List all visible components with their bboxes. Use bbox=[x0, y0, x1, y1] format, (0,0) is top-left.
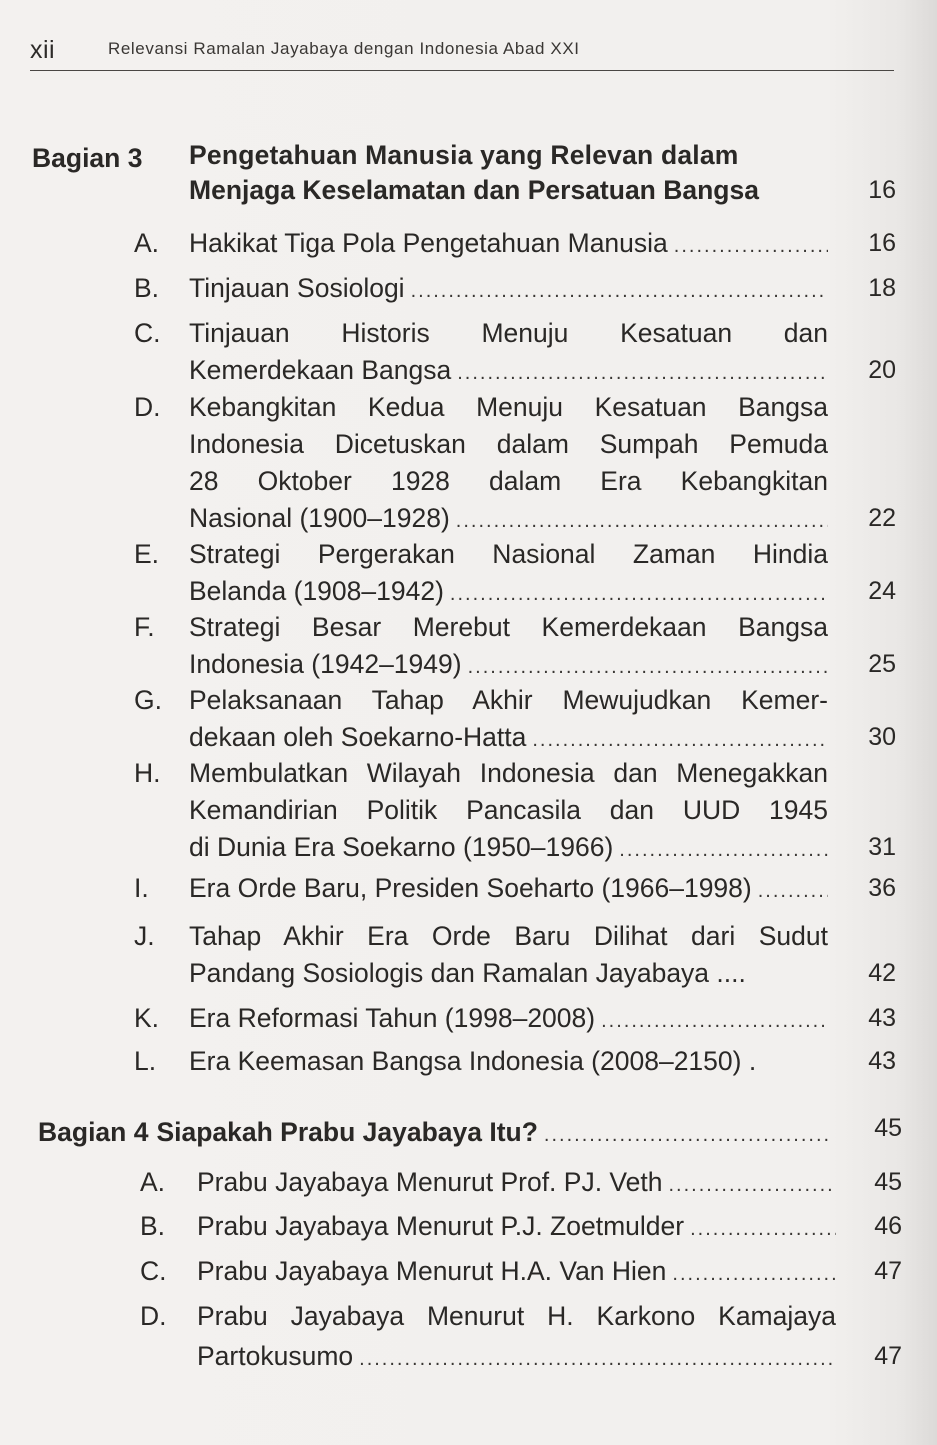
entry-letter: F. bbox=[134, 612, 155, 642]
entry-last-line bbox=[189, 1043, 828, 1079]
leader-dots bbox=[668, 1167, 836, 1203]
entry-last-line bbox=[189, 829, 828, 865]
entry-last-line bbox=[197, 1338, 836, 1374]
entry-text-line: Indonesia Dicetuskan dalam Sumpah Pemuda bbox=[189, 429, 828, 459]
entry-last-line bbox=[189, 955, 828, 991]
entry-last-line bbox=[197, 1208, 836, 1244]
leader-dots bbox=[456, 503, 828, 539]
entry-text-line: Tahap Akhir Era Orde Baru Dilihat dari Sudut bbox=[189, 921, 828, 951]
leader-dots bbox=[690, 1211, 836, 1247]
entry-text-line: Nasional (1900–1928) bbox=[189, 503, 450, 533]
entry-letter: D. bbox=[134, 392, 161, 422]
entry-page-number: 30 bbox=[868, 723, 896, 751]
entry-page-number: 24 bbox=[868, 577, 896, 605]
bagian-4-page: 45 bbox=[874, 1114, 902, 1142]
entry-letter: E. bbox=[134, 539, 160, 569]
entry-last-line bbox=[189, 646, 828, 682]
entry-text-line: Partokusumo bbox=[197, 1341, 354, 1371]
book-title: Relevansi Ramalan Jayabaya dengan Indonesia Abad XXI bbox=[108, 39, 580, 58]
leader-dots bbox=[450, 576, 828, 612]
page-number: xii bbox=[30, 36, 56, 64]
entry-text-line: Tinjauan Historis Menuju Kesatuan dan bbox=[189, 318, 828, 348]
entry-last-line bbox=[189, 573, 828, 609]
entry-page-number: 16 bbox=[868, 229, 896, 257]
entry-text-line: di Dunia Era Soekarno (1950–1966) bbox=[189, 832, 614, 862]
entry-page-number: 31 bbox=[868, 833, 896, 861]
entry-text-line: Prabu Jayabaya Menurut P.J. Zoetmulder bbox=[197, 1211, 685, 1241]
leader-dots bbox=[601, 1003, 828, 1039]
entry-letter: B. bbox=[134, 273, 160, 303]
bagian-4-heading bbox=[38, 1114, 828, 1150]
entry-letter: L. bbox=[134, 1046, 157, 1076]
leader-dots bbox=[359, 1341, 836, 1377]
entry-text-line: 28 Oktober 1928 dalam Era Kebangkitan bbox=[189, 466, 828, 496]
entry-text-line: Prabu Jayabaya Menurut H.A. Van Hien bbox=[197, 1256, 667, 1286]
leader-dots bbox=[672, 1256, 836, 1292]
entry-letter: H. bbox=[134, 758, 161, 788]
entry-last-line bbox=[189, 500, 828, 536]
entry-page-number: 25 bbox=[868, 650, 896, 678]
entry-page-number: 43 bbox=[868, 1004, 896, 1032]
entry-letter: B. bbox=[140, 1211, 166, 1241]
entry-page-number: 47 bbox=[874, 1257, 902, 1285]
leader-dots bbox=[457, 355, 828, 391]
entry-text-line: Membulatkan Wilayah Indonesia dan Menegakkan bbox=[189, 758, 828, 788]
entry-last-line bbox=[189, 1000, 828, 1036]
bagian-4-title: Siapakah Prabu Jayabaya Itu? bbox=[156, 1117, 538, 1147]
entry-text-line: Prabu Jayabaya Menurut Prof. PJ. Veth bbox=[197, 1167, 663, 1197]
leader-dots bbox=[532, 722, 828, 758]
entry-page-number: 36 bbox=[868, 874, 896, 902]
leader-dots bbox=[758, 873, 828, 909]
entry-text-line: Prabu Jayabaya Menurut H. Karkono Kamajaya bbox=[197, 1301, 836, 1331]
entry-text-line: Pelaksanaan Tahap Akhir Mewujudkan Kemer- bbox=[189, 685, 828, 715]
entry-text-line: Era Orde Baru, Presiden Soeharto (1966–1998) bbox=[189, 873, 752, 903]
leader-dots bbox=[674, 228, 828, 264]
entry-page-number: 47 bbox=[874, 1342, 902, 1370]
entry-letter: A. bbox=[140, 1167, 166, 1197]
entry-letter: C. bbox=[140, 1256, 167, 1286]
entry-text-line: dekaan oleh Soekarno-Hatta bbox=[189, 722, 527, 752]
entry-page-number: 18 bbox=[868, 274, 896, 302]
entry-text-line: Strategi Pergerakan Nasional Zaman Hindia bbox=[189, 539, 828, 569]
entry-page-number: 45 bbox=[874, 1168, 902, 1196]
entry-last-line bbox=[189, 870, 828, 906]
entry-text-line: Pandang Sosiologis dan Ramalan Jayabaya .... bbox=[189, 958, 746, 988]
entry-text-line: Kemandirian Politik Pancasila dan UUD 1945 bbox=[189, 795, 828, 825]
entry-text-line: Era Keemasan Bangsa Indonesia (2008–2150) . bbox=[189, 1046, 757, 1076]
leader-dots bbox=[468, 649, 828, 685]
entry-text-line: Tinjauan Sosiologi bbox=[189, 273, 405, 303]
entry-text-line: Era Reformasi Tahun (1998–2008) bbox=[189, 1003, 596, 1033]
running-header bbox=[30, 36, 894, 71]
entry-text-line: Kebangkitan Kedua Menuju Kesatuan Bangsa bbox=[189, 392, 828, 422]
entry-last-line bbox=[189, 719, 828, 755]
bagian-4-label: Bagian 4 bbox=[38, 1117, 149, 1147]
entry-letter: J. bbox=[134, 921, 155, 951]
entry-text-line: Indonesia (1942–1949) bbox=[189, 649, 462, 679]
bagian-3-page: 16 bbox=[868, 176, 896, 204]
entry-letter: K. bbox=[134, 1003, 160, 1033]
entry-text-line: Kemerdekaan Bangsa bbox=[189, 355, 452, 385]
entry-letter: C. bbox=[134, 318, 161, 348]
entry-page-number: 42 bbox=[868, 959, 896, 987]
entry-last-line bbox=[197, 1253, 836, 1289]
entry-text-line: Hakikat Tiga Pola Pengetahuan Manusia bbox=[189, 228, 668, 258]
bagian-3-label: Bagian 3 bbox=[32, 143, 143, 173]
leader-dots bbox=[544, 1117, 828, 1153]
entry-last-line bbox=[197, 1164, 836, 1200]
entry-text-line: Belanda (1908–1942) bbox=[189, 576, 444, 606]
entry-last-line bbox=[189, 352, 828, 388]
bagian-3-title-line-1: Pengetahuan Manusia yang Relevan dalam bbox=[189, 140, 739, 170]
entry-text-line: Strategi Besar Merebut Kemerdekaan Bangsa bbox=[189, 612, 828, 642]
entry-page-number: 43 bbox=[868, 1047, 896, 1075]
leader-dots bbox=[619, 832, 828, 868]
entry-last-line bbox=[189, 225, 828, 261]
entry-letter: A. bbox=[134, 228, 160, 258]
entry-letter: I. bbox=[134, 873, 149, 903]
entry-letter: G. bbox=[134, 685, 162, 715]
entry-last-line bbox=[189, 270, 828, 306]
bagian-3-title-line-2: Menjaga Keselamatan dan Persatuan Bangsa bbox=[189, 175, 759, 205]
entry-page-number: 20 bbox=[868, 356, 896, 384]
entry-page-number: 46 bbox=[874, 1212, 902, 1240]
leader-dots bbox=[411, 273, 828, 309]
entry-letter: D. bbox=[140, 1301, 167, 1331]
entry-page-number: 22 bbox=[868, 504, 896, 532]
